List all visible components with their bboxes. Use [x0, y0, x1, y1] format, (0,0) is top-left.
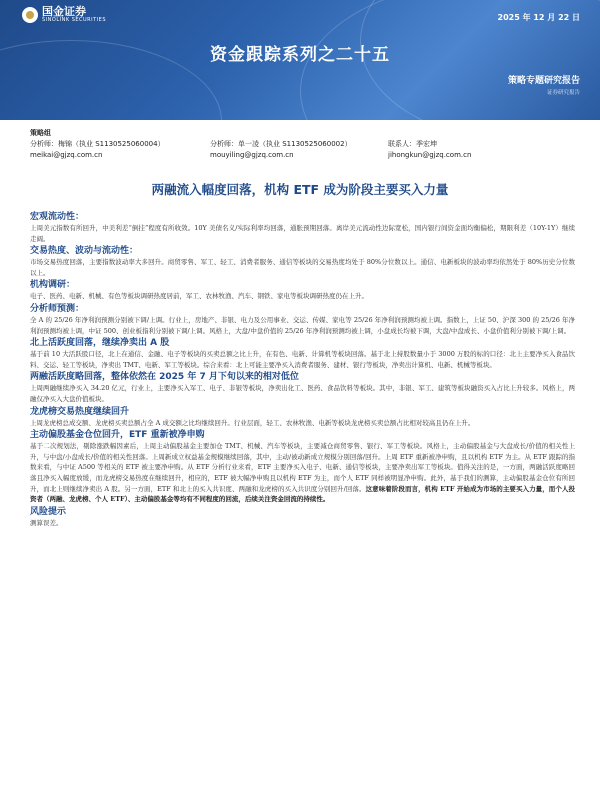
section-heading: 龙虎榜交易热度继续回升 — [30, 406, 130, 417]
report-type: 策略专题研究报告 — [507, 76, 580, 86]
section-paragraph: 上周龙虎榜总成交额、龙虎榜买卖总额占全 A 成交额之比均继续回升。行业层面，轻工、农林牧渔、电新等板块龙虎榜买卖总额占比相对较高且仍在上升。 — [30, 418, 475, 427]
section-heading: 机构调研： — [30, 280, 76, 291]
analyst-1: 分析师：梅锦（执业 S1130525060004） — [30, 140, 165, 148]
section-paragraph: 基于前 10 大活跃股口径，北上在通信、金融、电子等板块的买卖总额之比上升，在有色、电新、计算机等板块回落。基于北上持股数量小于 3000 万股的标的口径：北上主要净买入食品饮料、交运、轻工等板块，净卖出 TMT、电新、军工等板块。综合来看：北上可能主要净买入消费者服务、建材、银行等板块，净卖出计算机、电新、机械等板块。 — [30, 350, 575, 369]
report-subtype: 证券研究报告 — [546, 90, 580, 96]
logo-name-en: SINOLINK SECURITIES — [42, 17, 106, 23]
report-date: 2025 年 12 月 22 日 — [497, 13, 580, 22]
contact-email[interactable]: jihongkun@gjzq.com.cn — [388, 151, 472, 159]
section-paragraph: 全 A 的 25/26 年净利润预测分别被下调/上调。行业上，房地产、非银、电力及公用事业、交运、传媒、家电等 25/26 年净利润预测均被上调。指数上，上证 50、沪深 300 的 25/26 年净利润预测均被上调，中证 500、创业板指利分别被下调/上调。风格上，大盘/中盘价值的 25/26 年净利润预测均被上调，小盘成长均被下调，大盘/中盘成长、小盘价值利分别被下调/上调。 — [30, 315, 575, 335]
team-name: 策略组 — [30, 129, 51, 137]
section-paragraph: 上周美元指数有所回升，中美利差“倒挂”程度有所收敛。10Y 美债名义/实际利率均回落，通胀预期回落。离岸美元流动性边际宽松，国内银行间资金面均衡偏松，期限利差（10Y-1Y）继续走阔。 — [30, 224, 575, 243]
analyst-2: 分析师：单一凌（执业 S1130525060002） — [210, 140, 352, 148]
paragraph-emphasis: 这意味着阶段而言，机构 ETF 开始成为市场的主要买入力量，而个人投资者（两融、龙虎榜、个人 ETF）、主动偏股基金等均有不同程度的回流，后续关注资金回流的持续性。 — [30, 484, 575, 504]
report-body — [30, 210, 575, 528]
author-block — [30, 128, 580, 161]
report-headline: 两融流入幅度回落，机构 ETF 成为阶段主要买入力量 — [151, 182, 449, 197]
risk-heading: 风险提示 — [30, 506, 67, 517]
analyst-2-email[interactable]: mouyiling@gjzq.com.cn — [210, 151, 294, 159]
section-heading: 北上活跃度回落，继续净卖出 A 股 — [30, 338, 170, 349]
section-heading: 宏观流动性： — [30, 212, 85, 222]
report-title: 资金跟踪系列之二十五 — [210, 45, 390, 65]
section-paragraph: 电子、医药、电新、机械、有色等板块调研热度居前，军工、农林牧渔、汽车、钢铁、家电等板块调研热度仍在上升。 — [30, 292, 368, 301]
section-paragraph: 上周两融继续净买入 34.20 亿元，行业上，主要净买入军工、电子、非银等板块，净卖出化工、医药、食品饮料等板块。其中，非银、军工、建筑等板块融资买入占比上升较多。风格上，两融仅净买入大盘价值板块。 — [30, 384, 575, 403]
section-heading: 分析师预测： — [30, 303, 85, 314]
header-banner — [0, 0, 600, 120]
analyst-1-email[interactable]: meikai@gjzq.com.cn — [30, 151, 103, 159]
risk-paragraph: 测算误差。 — [30, 518, 63, 527]
section-paragraph: 市场交易热度回落，主要指数波动率大多回升。商贸零售、军工、轻工、消费者服务、通信等板块的交易热度均处于 80%分位数以上。通信、电新板块的波动率均依然处于 80%历史分位数以上。 — [30, 258, 575, 277]
contact-person: 联系人：季宏坤 — [388, 140, 437, 148]
section-heading: 主动偏股基金仓位回升，ETF 重新被净申购 — [30, 430, 205, 441]
paragraph-text: 基于二次规划法，剔除涨跌幅因素后，上周主动偏股基金主要加仓 TMT、机械、汽车等板块，主要减仓商贸零售、银行、军工等板块。风格上，主动偏股基金与大盘成长/价值的相关性上升，与中盘/小盘成长/价值的相关性回落。上周新成立权益基金规模继续回落，其中，主动/被动新成立规模分别回落/回升。上周 ETF 重新被净申购，且以机构 ETF 为主。从 ETF 跟踪的指数来看，与中证 A500 等相关的 ETF 被主要净申购。从 ETF 分析行业来看，ETF 主要净买入电子、电新、通信等板块，主要净卖出军工等板块。值得关注的是，一方面，两融活跃度略回落且净买入幅度放缓，而龙虎榜交易热度在继续回升，相应的，ETF 被大幅净申购且以机构 ETF 为主，而个人 ETF 同样被明显净申购。此外，基于我们的测算，主动偏股基金仓位有所回升，而北上则继续净卖出 A 股。另一方面，ETF 和北上的买入共识度、两融和龙虎榜的买入共识度分别回升/回落。 — [30, 442, 575, 493]
logo-icon — [22, 7, 38, 23]
section-heading: 交易热度、波动与流动性： — [30, 246, 139, 257]
section-paragraph — [30, 441, 575, 505]
section-heading: 两融活跃度略回落，整体依然在 2025 年 7 月下旬以来的相对低位 — [30, 372, 299, 383]
company-logo — [22, 6, 106, 23]
logo-name-cn: 国金证券 — [42, 5, 86, 18]
